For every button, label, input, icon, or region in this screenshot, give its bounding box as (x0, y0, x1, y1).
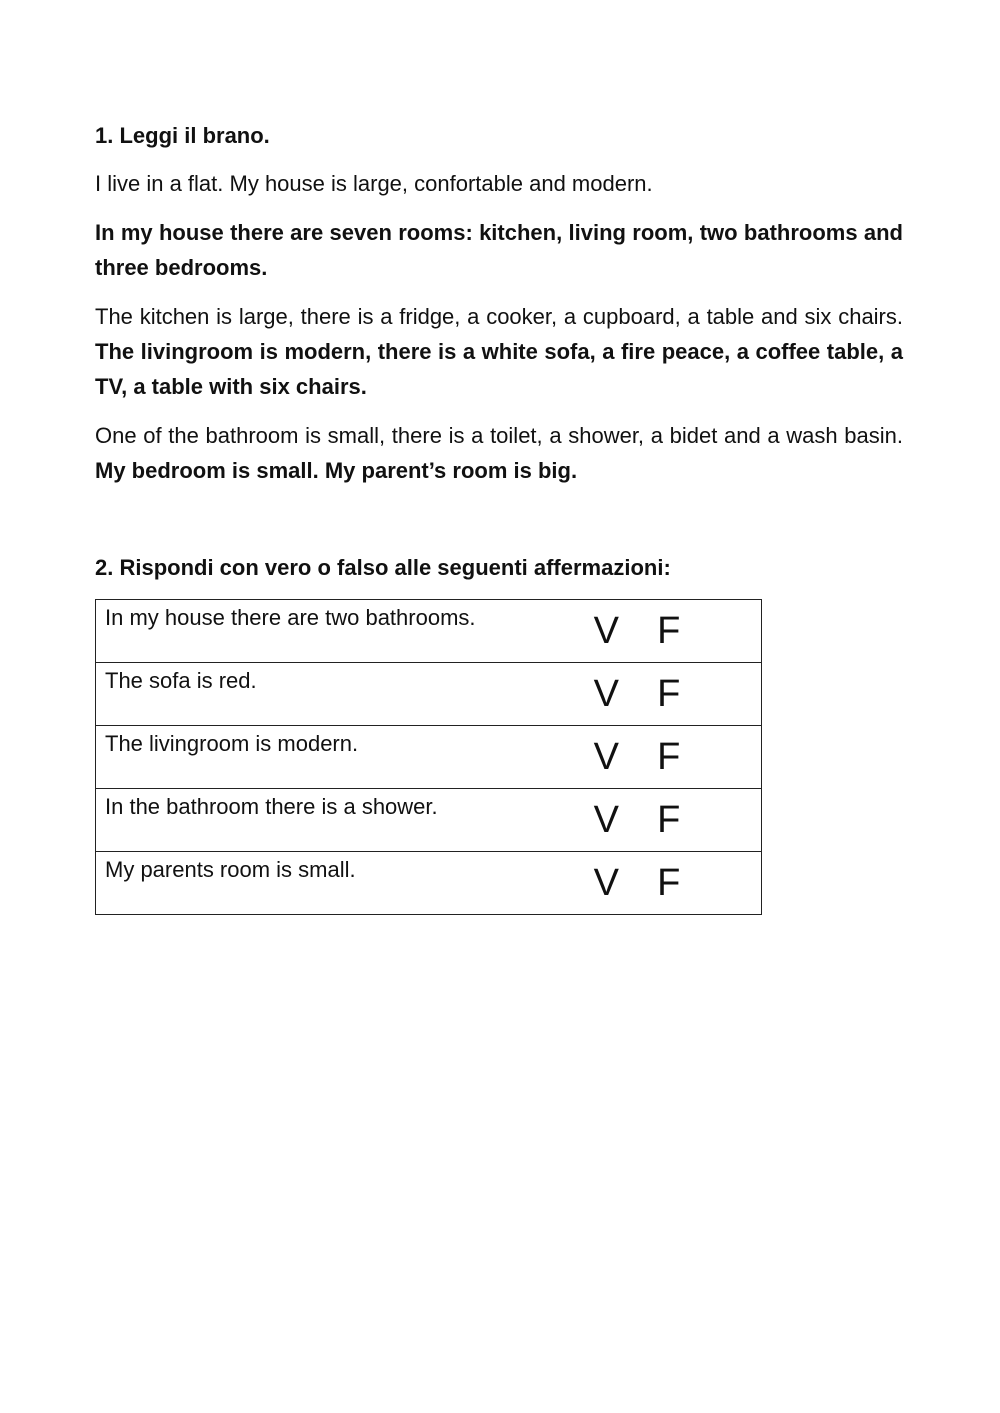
true-option[interactable]: V (574, 600, 658, 663)
passage-paragraph-3 (95, 299, 903, 404)
passage-paragraph-4-bold: My bedroom is small. My parent’s room is big. (95, 458, 578, 483)
table-cell-blank (698, 600, 762, 663)
passage-paragraph-4 (95, 418, 903, 488)
passage-paragraph-2-bold: In my house there are seven rooms: kitchen, living room, two bathrooms and three bedrooms. (95, 220, 903, 280)
exercise-2-heading: 2. Rispondi con vero o falso alle seguenti affermazioni: (95, 555, 671, 580)
statement-cell: The sofa is red. (96, 663, 574, 726)
exercise-1-heading: 1. Leggi il brano. (95, 123, 270, 148)
false-option[interactable]: F (657, 852, 698, 915)
table-cell-blank (698, 789, 762, 852)
passage-paragraph-1: I live in a flat. My house is large, confortable and modern. (95, 171, 653, 196)
table-cell-blank (698, 852, 762, 915)
statement-cell: In the bathroom there is a shower. (96, 789, 574, 852)
table-cell-blank (698, 726, 762, 789)
false-option[interactable]: F (657, 600, 698, 663)
true-option[interactable]: V (574, 663, 658, 726)
table-row (96, 726, 762, 789)
statement-cell: The livingroom is modern. (96, 726, 574, 789)
passage-paragraph-3-bold: The livingroom is modern, there is a white sofa, a fire peace, a coffee table, a TV, a table with six chairs. (95, 339, 903, 399)
statement-cell: My parents room is small. (96, 852, 574, 915)
table-cell-blank (698, 663, 762, 726)
passage-paragraph-4-plain: One of the bathroom is small, there is a toilet, a shower, a bidet and a wash basin. (95, 423, 903, 448)
table-row (96, 600, 762, 663)
false-option[interactable]: F (657, 789, 698, 852)
table-row (96, 789, 762, 852)
table-row (96, 852, 762, 915)
true-option[interactable]: V (574, 789, 658, 852)
false-option[interactable]: F (657, 726, 698, 789)
passage-paragraph-2 (95, 215, 903, 285)
true-false-table (95, 599, 762, 915)
true-option[interactable]: V (574, 726, 658, 789)
statement-cell: In my house there are two bathrooms. (96, 600, 574, 663)
table-row (96, 663, 762, 726)
worksheet (95, 118, 903, 915)
true-option[interactable]: V (574, 852, 658, 915)
false-option[interactable]: F (657, 663, 698, 726)
passage-paragraph-3-plain: The kitchen is large, there is a fridge, a cooker, a cupboard, a table and six chairs. (95, 304, 903, 329)
